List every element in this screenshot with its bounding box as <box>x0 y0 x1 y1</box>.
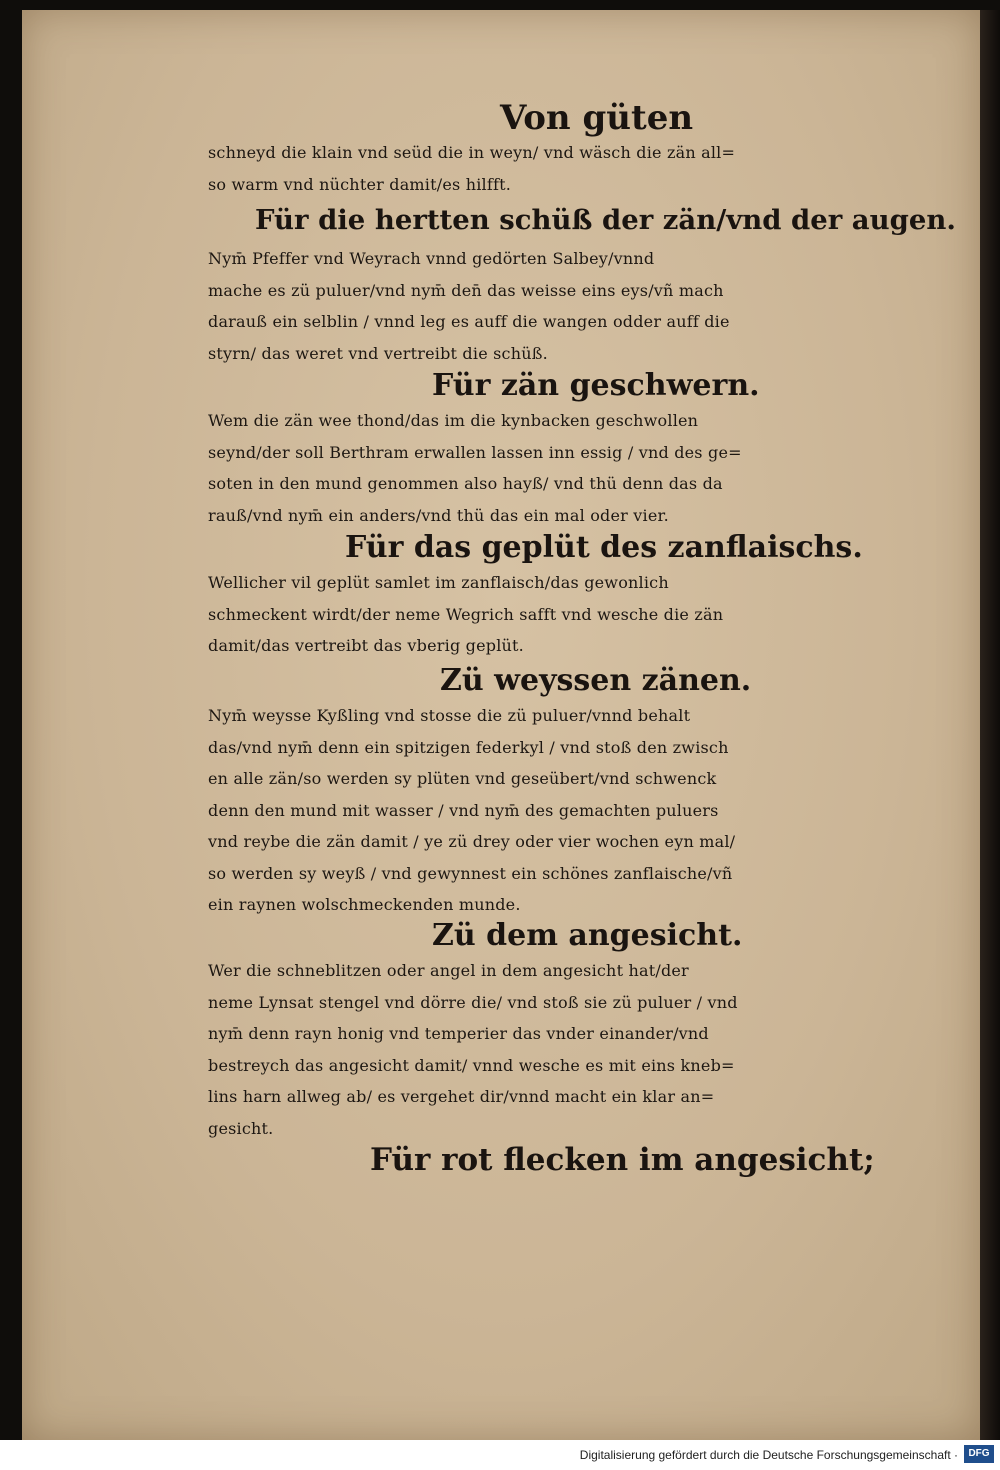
text-line: ein raynen wolschmeckenden munde. <box>208 895 521 914</box>
section-body <box>208 567 948 662</box>
text-line: neme Lynsat stengel vnd dörre die/ vnd stoß sie zü puluer / vnd <box>208 992 738 1012</box>
text-line: seynd/der soll Berthram erwallen lassen inn essig / vnd des ge= <box>208 442 742 462</box>
section-heading: Zü weyssen zänen. <box>440 663 752 698</box>
text-line: styrn/ das weret vnd vertreibt die schüß. <box>208 343 548 363</box>
section-body <box>208 955 948 1144</box>
text-line: Wer die schneblitzen oder angel in dem angesicht hat/der <box>208 961 689 980</box>
section-heading: Für das geplüt des zanflaischs. <box>345 530 863 565</box>
text-line: schmeckent wirdt/der neme Wegrich safft vnd wesche die zän <box>208 604 724 624</box>
dfg-logo: DFG <box>964 1445 994 1463</box>
section-heading: Zü dem angesicht. <box>432 918 743 953</box>
text-line: Nym̄ weysse Kyßling vnd stosse die zü puluer/vnnd behalt <box>208 706 691 725</box>
section-body <box>208 700 948 921</box>
running-title: Von güten <box>500 98 694 138</box>
section-body <box>208 405 948 531</box>
section-heading: Für zän geschwern. <box>432 368 760 403</box>
footer-bar <box>0 1440 1000 1470</box>
text-line: so werden sy weyß / vnd gewynnest ein schönes zanflaische/vñ <box>208 863 733 883</box>
funding-credit: Digitalisierung gefördert durch die Deutsche Forschungsgemeinschaft · <box>579 1448 958 1462</box>
text-line: lins harn allweg ab/ es vergehet dir/vnnd macht ein klar an= <box>208 1087 715 1106</box>
text-line: bestreych das angesicht damit/ vnnd wesche es mit eins kneb= <box>208 1055 735 1075</box>
text-line: gesicht. <box>208 1118 274 1138</box>
text-line: denn den mund mit wasser / vnd nym̄ des gemachten puluers <box>208 800 719 820</box>
text-line: Wellicher vil geplüt samlet im zanflaisch/das gewonlich <box>208 573 669 592</box>
text-line: vnd reybe die zän damit / ye zü drey oder vier wochen eyn mal/ <box>208 832 736 851</box>
section-heading: Für die hertten schüß der zän/vnd der augen. <box>255 204 956 236</box>
text-line: rauß/vnd nym̄ ein anders/vnd thü das ein mal oder vier. <box>208 505 669 525</box>
text-line: soten in den mund genommen also hayß/ vnd thü denn das da <box>208 474 723 493</box>
text-line: schneyd die klain vnd seüd die in weyn/ vnd wäsch die zän all= <box>208 143 736 162</box>
section-body <box>208 243 948 369</box>
text-line: Wem die zän wee thond/das im die kynbacken geschwollen <box>208 411 699 430</box>
text-line: darauß ein selblin / vnnd leg es auff die wangen odder auff die <box>208 312 730 331</box>
book-spine-edge <box>980 10 1000 1440</box>
section-heading: Für rot flecken im angesicht; <box>370 1142 875 1178</box>
text-line: nym̄ denn rayn honig vnd temperier das vnder einander/vnd <box>208 1024 709 1043</box>
text-line: mache es zü puluer/vnd nym̄ den̄ das weisse eins eys/vñ mach <box>208 280 724 300</box>
text-line: en alle zän/so werden sy plüten vnd geseübert/vnd schwenck <box>208 769 717 788</box>
text-line: das/vnd nym̄ denn ein spitzigen federkyl / vnd stoß den zwisch <box>208 737 729 757</box>
text-line: Nym̄ Pfeffer vnd Weyrach vnnd gedörten Salbey/vnnd <box>208 249 655 268</box>
text-line: damit/das vertreibt das vberig geplüt. <box>208 636 524 655</box>
section-body <box>208 137 948 200</box>
text-line: so warm vnd nüchter damit/es hilfft. <box>208 174 512 194</box>
